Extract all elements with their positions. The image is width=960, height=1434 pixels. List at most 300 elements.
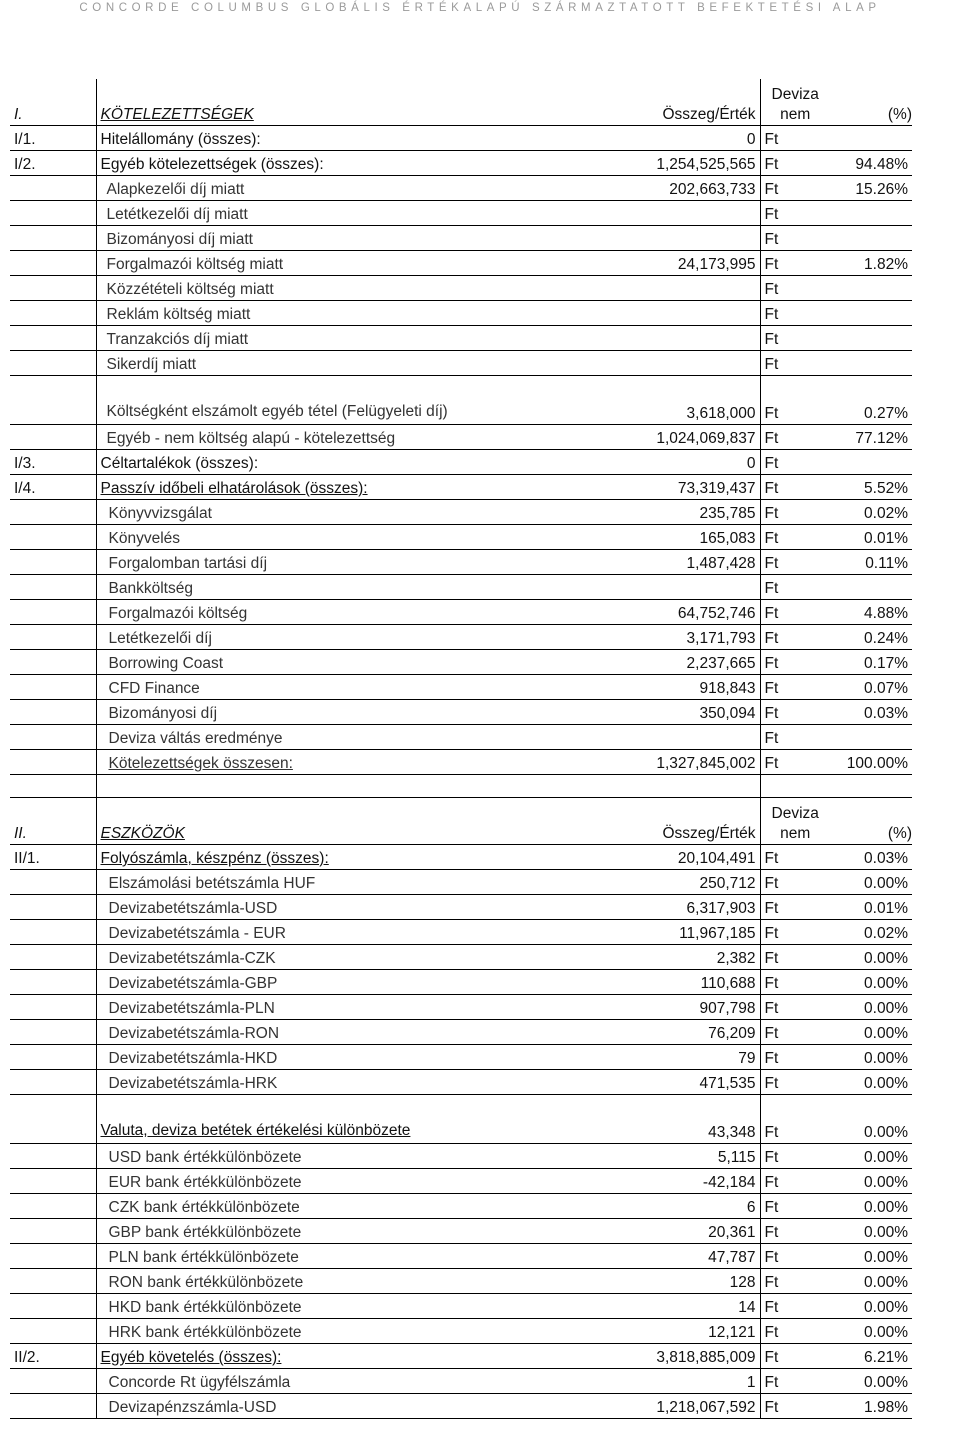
- row-currency: Ft: [760, 226, 830, 251]
- row-value: 110,688: [552, 970, 760, 995]
- assets-section-title: [96, 798, 552, 845]
- row-code: [10, 625, 96, 650]
- row-currency: Ft: [760, 700, 830, 725]
- table-row: [10, 1344, 912, 1369]
- row-description: Könyvelés: [96, 525, 552, 550]
- liabilities-col-currency: Deviza nem: [760, 79, 830, 126]
- row-currency: Ft: [760, 450, 830, 475]
- row-pct: [830, 126, 912, 151]
- row-description: Devizabetétszámla-HKD: [96, 1045, 552, 1070]
- row-pct: 0.00%: [830, 1194, 912, 1219]
- row-value: 6,317,903: [552, 895, 760, 920]
- row-description: [96, 475, 552, 500]
- row-pct: 0.00%: [830, 1095, 912, 1144]
- row-currency: Ft: [760, 600, 830, 625]
- row-value: 5,115: [552, 1144, 760, 1169]
- assets-section-code: II.: [10, 798, 96, 845]
- row-pct: 0.03%: [830, 845, 912, 870]
- row-code: II/2.: [10, 1344, 96, 1369]
- row-pct: 0.24%: [830, 625, 912, 650]
- row-value: 79: [552, 1045, 760, 1070]
- row-value: 0: [552, 450, 760, 475]
- row-code: [10, 1169, 96, 1194]
- table-row: [10, 425, 912, 450]
- row-pct: 0.00%: [830, 1319, 912, 1344]
- row-pct: 0.17%: [830, 650, 912, 675]
- table-row: [10, 251, 912, 276]
- row-pct: [830, 575, 912, 600]
- row-code: [10, 226, 96, 251]
- row-description: Bizományosi díj: [96, 700, 552, 725]
- row-currency: Ft: [760, 550, 830, 575]
- row-currency: Ft: [760, 575, 830, 600]
- row-code: [10, 500, 96, 525]
- row-code: [10, 550, 96, 575]
- row-code: [10, 1369, 96, 1394]
- row-pct: 0.02%: [830, 920, 912, 945]
- table-row: [10, 525, 912, 550]
- table-row: [10, 1244, 912, 1269]
- row-value: 2,382: [552, 945, 760, 970]
- table-row: [10, 226, 912, 251]
- row-code: [10, 1095, 96, 1144]
- row-pct: 1.98%: [830, 1394, 912, 1419]
- liabilities-section-title: [96, 79, 552, 126]
- row-description: PLN bank értékkülönbözete: [96, 1244, 552, 1269]
- row-code: [10, 301, 96, 326]
- table-row: [10, 970, 912, 995]
- row-pct: 0.01%: [830, 895, 912, 920]
- row-code: [10, 176, 96, 201]
- row-pct: 0.00%: [830, 1169, 912, 1194]
- row-code: [10, 1020, 96, 1045]
- row-value: 907,798: [552, 995, 760, 1020]
- row-value: 12,121: [552, 1319, 760, 1344]
- row-code: I/2.: [10, 151, 96, 176]
- row-pct: 0.00%: [830, 870, 912, 895]
- row-description: [96, 845, 552, 870]
- row-code: [10, 870, 96, 895]
- row-currency: Ft: [760, 895, 830, 920]
- row-code: [10, 700, 96, 725]
- row-value: 128: [552, 1269, 760, 1294]
- row-description: USD bank értékkülönbözete: [96, 1144, 552, 1169]
- row-description: Devizapénzszámla-USD: [96, 1394, 552, 1419]
- row-pct: 0.27%: [830, 376, 912, 425]
- row-code: II/1.: [10, 845, 96, 870]
- table-row: [10, 1294, 912, 1319]
- table-row: [10, 920, 912, 945]
- row-code: [10, 1194, 96, 1219]
- row-currency: Ft: [760, 1070, 830, 1095]
- row-pct: [830, 725, 912, 750]
- row-code: [10, 725, 96, 750]
- row-pct: 0.00%: [830, 1045, 912, 1070]
- row-value: 47,787: [552, 1244, 760, 1269]
- row-value: [552, 276, 760, 301]
- row-pct: 0.00%: [830, 970, 912, 995]
- row-pct: 0.03%: [830, 700, 912, 725]
- row-code: [10, 1394, 96, 1419]
- row-pct: 0.07%: [830, 675, 912, 700]
- table-row: [10, 301, 912, 326]
- spacer-cell: [96, 775, 552, 798]
- table-row: [10, 1369, 912, 1394]
- row-value: 1: [552, 1369, 760, 1394]
- row-value: [552, 575, 760, 600]
- row-currency: Ft: [760, 475, 830, 500]
- row-value: 165,083: [552, 525, 760, 550]
- table-row: [10, 700, 912, 725]
- row-currency: Ft: [760, 845, 830, 870]
- table-row: [10, 1219, 912, 1244]
- row-description: Letétkezelői díj miatt: [96, 201, 552, 226]
- row-currency: Ft: [760, 151, 830, 176]
- row-currency: Ft: [760, 376, 830, 425]
- row-currency: Ft: [760, 995, 830, 1020]
- row-currency: Ft: [760, 750, 830, 775]
- spacer-cell: [552, 775, 760, 798]
- liabilities-section-code: I.: [10, 79, 96, 126]
- table-row: [10, 1319, 912, 1344]
- row-description: Bizományosi díj miatt: [96, 226, 552, 251]
- row-description: [96, 1344, 552, 1369]
- row-description-text: Egyéb követelés (összes):: [100, 1349, 282, 1366]
- row-pct: [830, 201, 912, 226]
- table-row: [10, 126, 912, 151]
- row-currency: Ft: [760, 326, 830, 351]
- row-pct: 1.82%: [830, 251, 912, 276]
- row-description: Concorde Rt ügyfélszámla: [96, 1369, 552, 1394]
- row-pct: 0.00%: [830, 1294, 912, 1319]
- row-description: Céltartalékok (összes):: [96, 450, 552, 475]
- row-value: 73,319,437: [552, 475, 760, 500]
- table-row: [10, 675, 912, 700]
- row-value: 3,171,793: [552, 625, 760, 650]
- page-header: CONCORDE COLUMBUS GLOBÁLIS ÉRTÉKALAPÚ SZÁRMAZTATOTT BEFEKTETÉSI ALAP: [79, 2, 881, 14]
- liabilities-section-title-text: KÖTELEZETTSÉGEK: [100, 106, 254, 123]
- row-description: Egyéb - nem költség alapú - kötelezettség: [96, 425, 552, 450]
- row-pct: 0.00%: [830, 1020, 912, 1045]
- row-code: [10, 945, 96, 970]
- table-row: [10, 450, 912, 475]
- row-code: I/3.: [10, 450, 96, 475]
- row-currency: Ft: [760, 870, 830, 895]
- row-pct: 77.12%: [830, 425, 912, 450]
- row-value: 250,712: [552, 870, 760, 895]
- row-value: 24,173,995: [552, 251, 760, 276]
- row-code: [10, 1269, 96, 1294]
- row-code: [10, 425, 96, 450]
- spacer-cell: [760, 775, 830, 798]
- row-currency: Ft: [760, 1244, 830, 1269]
- row-description-text: Passzív időbeli elhatárolások (összes):: [100, 480, 368, 497]
- row-value: 1,218,067,592: [552, 1394, 760, 1419]
- row-pct: 5.52%: [830, 475, 912, 500]
- row-value: 76,209: [552, 1020, 760, 1045]
- ledger-table: [10, 79, 912, 1419]
- table-row: [10, 500, 912, 525]
- liabilities-col-pct: (%): [830, 79, 912, 126]
- row-currency: Ft: [760, 1294, 830, 1319]
- row-currency: Ft: [760, 351, 830, 376]
- table-row: [10, 870, 912, 895]
- row-description: RON bank értékkülönbözete: [96, 1269, 552, 1294]
- assets-col-pct: (%): [830, 798, 912, 845]
- row-value: 471,535: [552, 1070, 760, 1095]
- row-description: Hitelállomány (összes):: [96, 126, 552, 151]
- table-row: [10, 1144, 912, 1169]
- row-value: [552, 326, 760, 351]
- table-row: [10, 1269, 912, 1294]
- table-row: [10, 600, 912, 625]
- row-currency: Ft: [760, 301, 830, 326]
- row-description: Borrowing Coast: [96, 650, 552, 675]
- table-row: [10, 1194, 912, 1219]
- table-row: [10, 276, 912, 301]
- row-value: 235,785: [552, 500, 760, 525]
- row-value: 11,967,185: [552, 920, 760, 945]
- row-pct: 0.00%: [830, 1244, 912, 1269]
- row-currency: Ft: [760, 1020, 830, 1045]
- table-row: [10, 1020, 912, 1045]
- row-description: Alapkezelői díj miatt: [96, 176, 552, 201]
- table-row: [10, 650, 912, 675]
- row-pct: 6.21%: [830, 1344, 912, 1369]
- row-description: Devizabetétszámla-GBP: [96, 970, 552, 995]
- row-value: 20,104,491: [552, 845, 760, 870]
- row-currency: Ft: [760, 1369, 830, 1394]
- row-code: [10, 600, 96, 625]
- row-value: [552, 201, 760, 226]
- row-description: [96, 750, 552, 775]
- assets-section-title-text: ESZKÖZÖK: [100, 825, 185, 842]
- row-currency: Ft: [760, 525, 830, 550]
- row-code: [10, 525, 96, 550]
- row-value: 0: [552, 126, 760, 151]
- table-row: [10, 351, 912, 376]
- row-pct: 0.00%: [830, 1070, 912, 1095]
- row-value: 14: [552, 1294, 760, 1319]
- row-value: 6: [552, 1194, 760, 1219]
- row-code: [10, 970, 96, 995]
- table-row: [10, 201, 912, 226]
- row-pct: 0.00%: [830, 945, 912, 970]
- row-pct: 0.00%: [830, 995, 912, 1020]
- row-description: Forgalmazói költség miatt: [96, 251, 552, 276]
- row-description: Deviza váltás eredménye: [96, 725, 552, 750]
- row-value: [552, 725, 760, 750]
- row-description: Devizabetétszámla-USD: [96, 895, 552, 920]
- row-pct: [830, 226, 912, 251]
- row-value: 1,024,069,837: [552, 425, 760, 450]
- row-code: [10, 895, 96, 920]
- table-row: [10, 475, 912, 500]
- row-code: [10, 276, 96, 301]
- row-pct: 0.11%: [830, 550, 912, 575]
- row-pct: 0.00%: [830, 1269, 912, 1294]
- row-pct: 0.01%: [830, 525, 912, 550]
- row-description-text: Folyószámla, készpénz (összes):: [100, 850, 329, 867]
- row-currency: Ft: [760, 650, 830, 675]
- table-row: [10, 945, 912, 970]
- row-code: [10, 995, 96, 1020]
- table-row: [10, 725, 912, 750]
- table-row: [10, 750, 912, 775]
- table-row: [10, 845, 912, 870]
- row-pct: 100.00%: [830, 750, 912, 775]
- row-description: Devizabetétszámla - EUR: [96, 920, 552, 945]
- row-code: [10, 1294, 96, 1319]
- row-currency: Ft: [760, 500, 830, 525]
- row-description: CFD Finance: [96, 675, 552, 700]
- row-code: [10, 1144, 96, 1169]
- table-row: [10, 1169, 912, 1194]
- table-row: [10, 1045, 912, 1070]
- table-row: [10, 376, 912, 425]
- row-pct: 94.48%: [830, 151, 912, 176]
- row-description-text: Valuta, deviza betétek értékelési különbözete: [100, 1122, 411, 1139]
- row-currency: Ft: [760, 176, 830, 201]
- ledger-body: [10, 79, 912, 1419]
- row-value: 3,818,885,009: [552, 1344, 760, 1369]
- row-value: 3,618,000: [552, 376, 760, 425]
- row-currency: Ft: [760, 1095, 830, 1144]
- row-code: [10, 326, 96, 351]
- row-currency: Ft: [760, 1319, 830, 1344]
- table-row: [10, 575, 912, 600]
- row-value: 918,843: [552, 675, 760, 700]
- spacer-cell: [10, 775, 96, 798]
- row-description: CZK bank értékkülönbözete: [96, 1194, 552, 1219]
- assets-col-value: Összeg/Érték: [552, 798, 760, 845]
- row-description: Devizabetétszámla-CZK: [96, 945, 552, 970]
- table-row: [10, 176, 912, 201]
- row-description: Költségként elszámolt egyéb tétel (Felügyeleti díj): [96, 376, 552, 425]
- row-code: I/4.: [10, 475, 96, 500]
- row-value: -42,184: [552, 1169, 760, 1194]
- row-description: Devizabetétszámla-HRK: [96, 1070, 552, 1095]
- row-description: HKD bank értékkülönbözete: [96, 1294, 552, 1319]
- row-code: [10, 1070, 96, 1095]
- table-row: [10, 625, 912, 650]
- row-pct: 0.00%: [830, 1219, 912, 1244]
- row-currency: Ft: [760, 276, 830, 301]
- spacer-cell: [830, 775, 912, 798]
- row-description: EUR bank értékkülönbözete: [96, 1169, 552, 1194]
- row-value: [552, 226, 760, 251]
- row-pct: 0.00%: [830, 1144, 912, 1169]
- row-pct: [830, 276, 912, 301]
- row-currency: Ft: [760, 1394, 830, 1419]
- row-currency: Ft: [760, 945, 830, 970]
- row-code: [10, 920, 96, 945]
- row-currency: Ft: [760, 920, 830, 945]
- row-description: Közzétételi költség miatt: [96, 276, 552, 301]
- row-code: [10, 1219, 96, 1244]
- row-description: Reklám költség miatt: [96, 301, 552, 326]
- row-code: [10, 650, 96, 675]
- row-currency: Ft: [760, 625, 830, 650]
- row-description: Könyvvizsgálat: [96, 500, 552, 525]
- row-currency: Ft: [760, 1269, 830, 1294]
- row-currency: Ft: [760, 1194, 830, 1219]
- row-code: [10, 1244, 96, 1269]
- row-currency: Ft: [760, 1219, 830, 1244]
- row-value: 350,094: [552, 700, 760, 725]
- liabilities-col-value: Összeg/Érték: [552, 79, 760, 126]
- row-pct: [830, 301, 912, 326]
- row-currency: Ft: [760, 1344, 830, 1369]
- row-code: [10, 575, 96, 600]
- row-description: Bankköltség: [96, 575, 552, 600]
- row-value: 43,348: [552, 1095, 760, 1144]
- row-description: Egyéb kötelezettségek (összes):: [96, 151, 552, 176]
- row-description: HRK bank értékkülönbözete: [96, 1319, 552, 1344]
- row-currency: Ft: [760, 425, 830, 450]
- row-description: Forgalmazói költség: [96, 600, 552, 625]
- row-currency: Ft: [760, 1045, 830, 1070]
- row-pct: 0.00%: [830, 1369, 912, 1394]
- liabilities-header-row: [10, 79, 912, 126]
- row-code: [10, 1045, 96, 1070]
- row-description: Tranzakciós díj miatt: [96, 326, 552, 351]
- row-currency: Ft: [760, 1144, 830, 1169]
- row-code: [10, 251, 96, 276]
- row-value: 1,327,845,002: [552, 750, 760, 775]
- table-row: [10, 995, 912, 1020]
- row-value: 20,361: [552, 1219, 760, 1244]
- row-description: Letétkezelői díj: [96, 625, 552, 650]
- row-currency: Ft: [760, 201, 830, 226]
- row-code: [10, 376, 96, 425]
- row-currency: Ft: [760, 126, 830, 151]
- table-row: [10, 326, 912, 351]
- table-row: [10, 550, 912, 575]
- row-description: Devizabetétszámla-PLN: [96, 995, 552, 1020]
- row-code: [10, 201, 96, 226]
- row-description: [96, 1095, 552, 1144]
- row-description: Elszámolási betétszámla HUF: [96, 870, 552, 895]
- row-value: 1,487,428: [552, 550, 760, 575]
- row-currency: Ft: [760, 1169, 830, 1194]
- row-code: I/1.: [10, 126, 96, 151]
- row-currency: Ft: [760, 675, 830, 700]
- row-value: [552, 301, 760, 326]
- row-value: 1,254,525,565: [552, 151, 760, 176]
- table-row: [10, 151, 912, 176]
- row-description: GBP bank értékkülönbözete: [96, 1219, 552, 1244]
- row-currency: Ft: [760, 725, 830, 750]
- row-description: Sikerdíj miatt: [96, 351, 552, 376]
- table-row: [10, 1095, 912, 1144]
- row-code: [10, 351, 96, 376]
- row-pct: [830, 450, 912, 475]
- assets-col-currency: Deviza nem: [760, 798, 830, 845]
- table-row: [10, 895, 912, 920]
- row-value: 2,237,665: [552, 650, 760, 675]
- row-currency: Ft: [760, 970, 830, 995]
- row-description-text: Kötelezettségek összesen:: [108, 755, 293, 772]
- row-code: [10, 1319, 96, 1344]
- table-row: [10, 1070, 912, 1095]
- row-value: 64,752,746: [552, 600, 760, 625]
- row-pct: 15.26%: [830, 176, 912, 201]
- row-value: 202,663,733: [552, 176, 760, 201]
- row-pct: [830, 351, 912, 376]
- section-spacer-row: [10, 775, 912, 798]
- assets-header-row: [10, 798, 912, 845]
